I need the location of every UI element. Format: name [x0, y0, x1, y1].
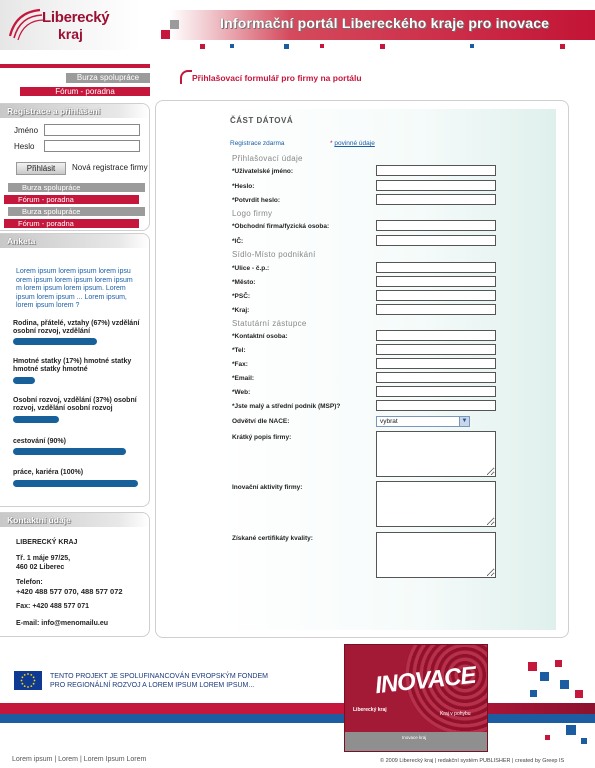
label-innovation: Inovační aktivity firmy:: [232, 484, 303, 491]
poll-question: Lorem ipsum lorem ipsum lorem ipsu orem ipsum lorem ipsum lorem ipsum m lorem ipsum lorem ipsum. Lorem ipsum lorem ipsum ... Lorem ipsum, lorem ipsum lorem ?: [16, 268, 133, 309]
decor-square: [581, 738, 587, 744]
label-certificates: Získané certifikáty kvality:: [232, 535, 313, 542]
decor-square: [230, 44, 234, 48]
nav-forum-poradna[interactable]: Fórum - poradna: [20, 87, 150, 96]
login-button[interactable]: Přihlásit: [16, 162, 66, 175]
city-input[interactable]: [376, 276, 496, 287]
login-heading: Registrace a přihlášení: [0, 104, 149, 118]
contact-box: [0, 512, 150, 637]
decor-square: [555, 660, 562, 667]
label-password: *Heslo:: [232, 183, 255, 190]
label-company: *Obchodní firma/fyzická osoba:: [232, 223, 330, 230]
decor-square: [284, 44, 289, 49]
decor-square: [530, 690, 537, 697]
poll-heading: Anketa: [0, 234, 149, 248]
name-input[interactable]: [44, 124, 140, 136]
label-ic: *IČ:: [232, 238, 244, 245]
link-forum-poradna[interactable]: Fórum - poradna: [4, 195, 139, 204]
form-section-title: ČÁST DÁTOVÁ: [230, 116, 294, 125]
brochure-title: INOVACE: [373, 661, 477, 700]
footer-band-blue: [0, 714, 595, 723]
section-logo: Logo firmy: [232, 209, 273, 218]
register-link[interactable]: Nová registrace firmy: [72, 163, 148, 172]
contact-street: Tř. 1 máje 97/25,: [16, 555, 71, 562]
brochure-foot-text: Inovace kraj: [402, 735, 427, 740]
tel-input[interactable]: [376, 344, 496, 355]
brochure-logo: Liberecký kraj: [353, 707, 387, 713]
street-input[interactable]: [376, 262, 496, 273]
link-burza-spoluprace[interactable]: Burza spolupráce: [8, 183, 145, 192]
decor-square: [320, 44, 324, 48]
header: [0, 0, 595, 50]
section-seat: Sídlo-Místo podnikání: [232, 250, 316, 259]
msp-input[interactable]: [376, 400, 496, 411]
password-field[interactable]: [376, 180, 496, 191]
label-fax: *Fax:: [232, 361, 248, 368]
nace-selected-value: vybrat: [380, 418, 398, 425]
label-psc: *PSČ:: [232, 293, 251, 300]
decor-square: [575, 690, 583, 698]
eu-flag-icon: [14, 671, 42, 690]
password-label: Heslo: [14, 142, 35, 151]
label-msp: *Jste malý a střední podnik (MSP)?: [232, 403, 341, 410]
label-nace: Odvětví dle NACE:: [232, 418, 290, 425]
top-stripe: [0, 64, 150, 68]
label-region: *Kraj:: [232, 307, 250, 314]
decor-square: [380, 44, 385, 49]
label-email: *Email:: [232, 375, 255, 382]
contact-email[interactable]: E-mail: info@menomailu.eu: [16, 620, 109, 627]
copyright: © 2009 Liberecký kraj | redakční systém PUBLISHER | created by Greep IS: [380, 758, 565, 764]
label-web: *Web:: [232, 389, 251, 396]
required-note: [330, 140, 375, 147]
page-title: Přihlašovací formulář pro firmy na portálu: [192, 73, 362, 83]
decor-square: [200, 44, 205, 49]
decor-square: [528, 662, 537, 671]
section-login-data: Přihlašovací údaje: [232, 154, 303, 163]
poll-option[interactable]: cestování (90%): [13, 438, 66, 445]
poll-bar: [13, 377, 35, 384]
poll-option[interactable]: Rodina, přátelé, vztahy (67%) vzdělání osobní rozvoj, vzdělání: [13, 320, 140, 335]
certificates-textarea[interactable]: [376, 532, 496, 578]
contact-phone-label: Telefon:: [16, 579, 43, 586]
label-street: *Ulice - č.p.:: [232, 265, 270, 272]
eu-notice-line2: PRO REGIONÁLNÍ ROZVOJ A LOREM IPSUM LOREM IPSUM...: [50, 682, 255, 689]
contact-person-input[interactable]: [376, 330, 496, 341]
required-star: *: [330, 140, 333, 147]
ic-input[interactable]: [376, 235, 496, 246]
password-confirm-input[interactable]: [376, 194, 496, 205]
brochure-subtitle: Kraj v pohybu: [440, 711, 471, 717]
nav-burza-spoluprace[interactable]: Burza spolupráce: [66, 73, 150, 83]
label-password-confirm: *Potvrdit heslo:: [232, 197, 281, 204]
poll-box: [0, 233, 150, 507]
label-description: Krátký popis firmy:: [232, 434, 292, 441]
poll-bar: [13, 448, 126, 455]
decor-square: [470, 44, 474, 48]
poll-bar: [13, 480, 138, 487]
fax-input[interactable]: [376, 358, 496, 369]
name-label: Jméno: [14, 126, 39, 135]
poll-bar: [13, 416, 59, 423]
inovace-brochure[interactable]: [344, 644, 488, 752]
psc-input[interactable]: [376, 290, 496, 301]
label-city: *Město:: [232, 279, 256, 286]
poll-option[interactable]: Osobní rozvoj, vzdělání (37%) osobní rozvoj, vzdělání osobní rozvoj: [13, 397, 137, 412]
brochure-foot: [345, 732, 488, 752]
decor-square: [560, 680, 569, 689]
nace-select[interactable]: [376, 416, 470, 427]
company-input[interactable]: [376, 220, 496, 231]
decor-square: [540, 672, 549, 681]
region-input[interactable]: [376, 304, 496, 315]
contact-city: 460 02 Liberec: [16, 564, 65, 571]
username-input[interactable]: [376, 165, 496, 176]
label-username: *Uživatelské jméno:: [232, 168, 294, 175]
contact-phones: +420 488 577 070, 488 577 072: [16, 587, 123, 596]
label-tel: *Tel:: [232, 347, 246, 354]
web-input[interactable]: [376, 386, 496, 397]
footer-links[interactable]: Lorem ipsum | Lorem | Lorem Ipsum Lorem: [12, 756, 147, 763]
link-forum-poradna[interactable]: Fórum - poradna: [4, 219, 139, 228]
registration-free-note: Registrace zdarma: [230, 140, 285, 147]
decor-square: [560, 44, 565, 49]
portal-title: Informační portál Libereckého kraje pro inovace: [220, 15, 550, 31]
logo-text-kraj: kraj: [58, 26, 83, 42]
link-burza-spoluprace[interactable]: Burza spolupráce: [8, 207, 145, 216]
innovation-textarea[interactable]: [376, 481, 496, 527]
label-contact-person: *Kontaktní osoba:: [232, 333, 288, 340]
description-textarea[interactable]: [376, 431, 496, 477]
eu-notice-line1: TENTO PROJEKT JE SPOLUFINANCOVÁN EVROPSKÝM FONDEM: [50, 673, 268, 680]
contact-fax: Fax: +420 488 577 071: [16, 603, 89, 610]
poll-option[interactable]: Hmotné statky (17%) hmotné statky hmotné statky hmotné: [13, 358, 132, 373]
title-decor: [180, 70, 192, 84]
decor-square: [161, 30, 170, 39]
contact-org: LIBERECKÝ KRAJ: [16, 539, 78, 546]
logo[interactable]: [6, 6, 110, 44]
decor-square: [170, 20, 179, 29]
login-box: [0, 103, 150, 231]
logo-swoosh-icon: [6, 6, 46, 42]
required-note-text: povinné údaje: [334, 140, 375, 147]
contact-heading: Kontaktní údaje: [0, 513, 149, 527]
email-input[interactable]: [376, 372, 496, 383]
chevron-down-icon[interactable]: ▼: [459, 417, 469, 426]
decor-square: [566, 725, 576, 735]
poll-bar: [13, 338, 97, 345]
password-input[interactable]: [44, 140, 140, 152]
section-representative: Statutární zástupce: [232, 319, 307, 328]
decor-square: [545, 735, 550, 740]
logo-text: Liberecký: [42, 9, 110, 26]
poll-option[interactable]: práce, kariéra (100%): [13, 469, 84, 476]
